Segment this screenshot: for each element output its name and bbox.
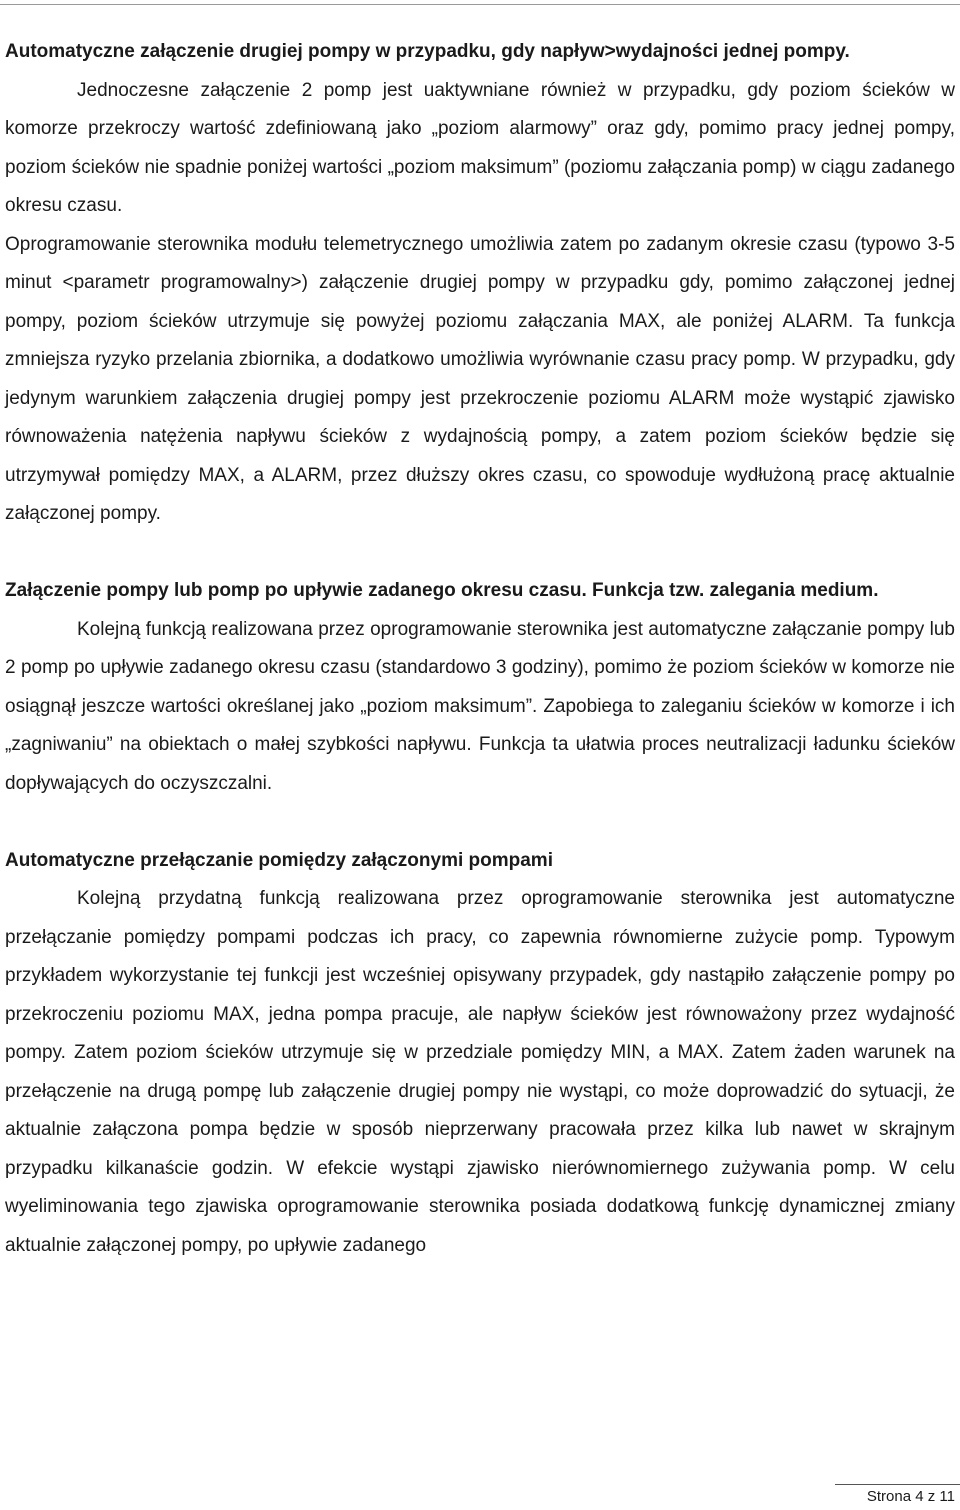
document-body <box>5 33 955 1265</box>
paragraph: Kolejną funkcją realizowana przez oprogramowanie sterownika jest automatyczne załączanie pompy lub 2 pomp po upływie zadanego okresu czasu (standardowo 3 godziny), pomimo że poziom ścieków w komorze nie osiągnął jeszcze wartości określanej jako „poziom maksimum”. Zapobiega to zaleganiu ścieków w komorze i ich „zagniwaniu” na obiektach o małej szybkości napływu. Funkcja ta ułatwia proces neutralizacji ładunku ścieków dopływających do oczyszczalni. <box>5 618 955 794</box>
paragraph: Jednoczesne załączenie 2 pomp jest uaktywniane również w przypadku, gdy poziom ścieków w komorze przekroczy wartość zdefiniowaną jako „poziom alarmowy” oraz gdy, pomimo pracy jednej pompy, poziom ścieków nie spadnie poniżej wartości „poziom maksimum” (poziomu załączania pomp) w ciągu zadanego okresu czasu. <box>5 79 955 216</box>
spacer <box>5 534 955 573</box>
page-number: Strona 4 z 11 <box>866 1488 955 1505</box>
section-heading-pump-switching: Automatyczne przełączanie pomiędzy załączonymi pompami <box>5 849 553 871</box>
paragraph: Oprogramowanie sterownika modułu telemetrycznego umożliwia zatem po zadanym okresie czasu (typowo 3-5 minut <parametr programowalny>) załączenie drugiej pompy w przypadku gdy, pomimo załączonej jednej pompy, poziom ścieków utrzymuje się powyżej poziomu załączania MAX, ale poniżej ALARM. Ta funkcja zmniejsza ryzyko przelania zbiornika, a dodatkowo umożliwia wyrównanie czasu pracy pomp. W przypadku, gdy jedynym warunkiem załączenia drugiej pompy jest przekroczenie poziomu ALARM może wystąpić zjawisko równoważenia natężenia napływu ścieków z wydajnością pompy, a zatem poziom ścieków będzie się utrzymywał pomiędzy MAX, a ALARM, przez dłuższy okres czasu, co spowoduje wydłużoną pracę aktualnie załączonej pompy. <box>5 233 955 524</box>
section-heading-timed-start: Załączenie pompy lub pomp po upływie zadanego okresu czasu. Funkcja tzw. zalegania medium. <box>5 580 879 601</box>
footer-rule <box>835 1484 960 1485</box>
spacer <box>5 803 955 842</box>
section-heading-second-pump: Automatyczne załączenie drugiej pompy w przypadku, gdy napływ>wydajności jednej pompy. <box>5 41 850 62</box>
paragraph: Kolejną przydatną funkcją realizowana przez oprogramowanie sterownika jest automatyczne przełączanie pomiędzy pompami podczas ich pracy, co zapewnia równomierne zużycie pomp. Typowym przykładem wykorzystanie tej funkcji jest wcześniej opisywany przypadek, gdy nastąpiło załączenie pompy po przekroczeniu poziomu MAX, jedna pompa pracuje, ale napływ ścieków jest równoważony przez wydajność pompy. Zatem poziom ścieków utrzymuje się w przedziale pomiędzy MIN, a MAX. Zatem żaden warunek na przełączenie na drugą pompę lub załączenie drugiej pompy nie wystąpi, co może doprowadzić do sytuacji, że aktualnie załączona pompa będzie w sposób nieprzerwany pracowała przez kilka lub nawet w skrajnym przypadku kilkanaście godzin. W efekcie wystąpi zjawisko nierównomiernego zużywania pomp. W celu wyeliminowania tego zjawiska oprogramowanie sterownika posiada dodatkową funkcję dynamicznej zmiany aktualnie załączonej pompy, po upływie zadanego <box>5 888 955 1256</box>
top-rule <box>0 4 960 5</box>
